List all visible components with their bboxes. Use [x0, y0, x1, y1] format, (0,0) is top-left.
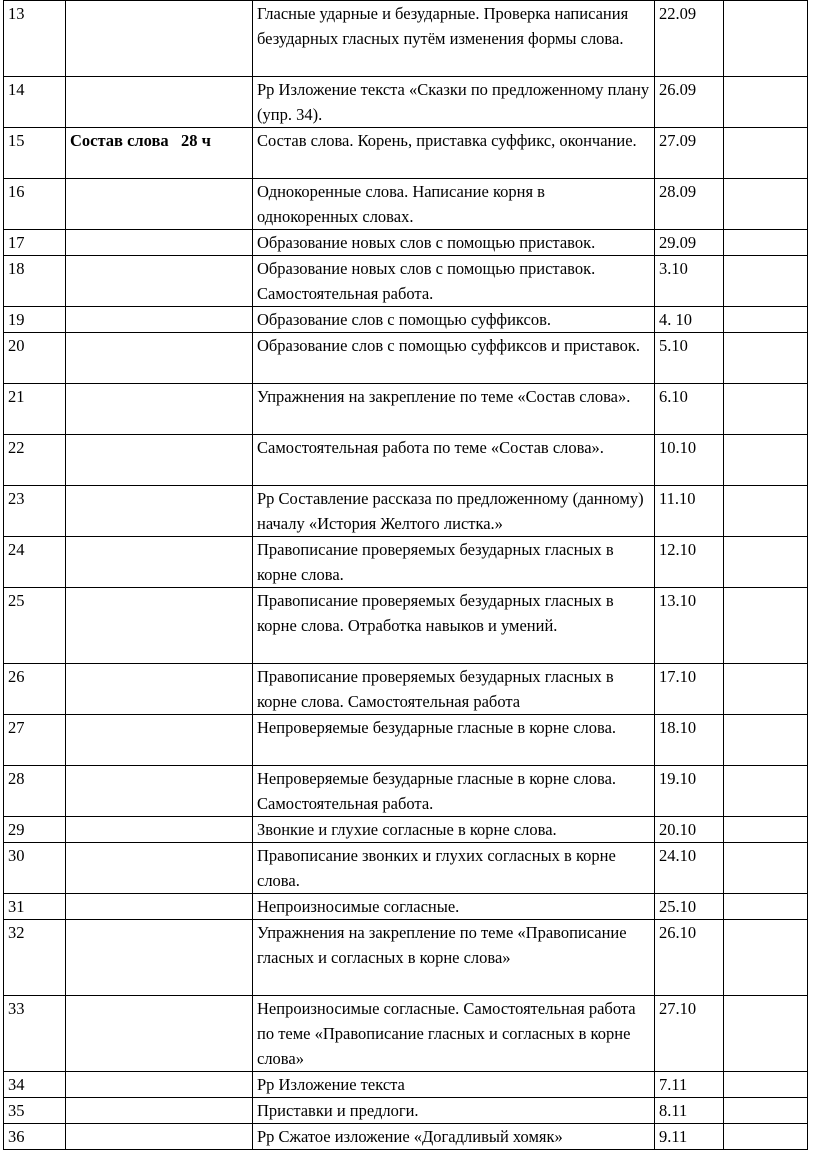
lesson-number: 32	[4, 920, 66, 996]
table-row	[4, 333, 808, 384]
lesson-date: 5.10	[655, 333, 724, 384]
section-cell	[66, 230, 253, 256]
table-row	[4, 588, 808, 664]
section-cell	[66, 128, 253, 179]
extra-cell	[724, 333, 808, 384]
extra-cell	[724, 384, 808, 435]
extra-cell	[724, 256, 808, 307]
section-cell	[66, 920, 253, 996]
section-cell	[66, 256, 253, 307]
lesson-topic: Правописание проверяемых безударных гласных в корне слова. Отработка навыков и умений.	[253, 588, 655, 664]
lesson-topic: Образование новых слов с помощью приставок. Самостоятельная работа.	[253, 256, 655, 307]
section-cell	[66, 486, 253, 537]
lesson-date: 20.10	[655, 817, 724, 843]
section-cell	[66, 1, 253, 77]
section-cell	[66, 307, 253, 333]
table-row	[4, 766, 808, 817]
section-cell	[66, 333, 253, 384]
lesson-topic: Правописание проверяемых безударных гласных в корне слова.	[253, 537, 655, 588]
table-row	[4, 256, 808, 307]
lesson-date: 24.10	[655, 843, 724, 894]
lesson-date: 22.09	[655, 1, 724, 77]
table-row	[4, 77, 808, 128]
lesson-number: 28	[4, 766, 66, 817]
section-cell	[66, 817, 253, 843]
table-row	[4, 817, 808, 843]
section-cell	[66, 179, 253, 230]
section-cell	[66, 1072, 253, 1098]
lesson-topic: Самостоятельная работа по теме «Состав слова».	[253, 435, 655, 486]
table-row	[4, 128, 808, 179]
lesson-topic: Звонкие и глухие согласные в корне слова.	[253, 817, 655, 843]
table-row	[4, 843, 808, 894]
lesson-topic: Непроверяемые безударные гласные в корне слова.	[253, 715, 655, 766]
lesson-topic: Образование новых слов с помощью приставок.	[253, 230, 655, 256]
table-row	[4, 435, 808, 486]
table-row	[4, 664, 808, 715]
table-row	[4, 486, 808, 537]
lesson-date: 6.10	[655, 384, 724, 435]
lesson-date: 26.09	[655, 77, 724, 128]
extra-cell	[724, 920, 808, 996]
lesson-topic: Рр Изложение текста «Сказки по предложенному плану (упр. 34).	[253, 77, 655, 128]
lesson-topic: Упражнения на закрепление по теме «Правописание гласных и согласных в корне слова»	[253, 920, 655, 996]
section-name: Состав слова	[70, 131, 169, 150]
table-row	[4, 920, 808, 996]
lesson-date: 11.10	[655, 486, 724, 537]
lesson-date: 13.10	[655, 588, 724, 664]
lesson-number: 13	[4, 1, 66, 77]
extra-cell	[724, 435, 808, 486]
section-cell	[66, 715, 253, 766]
lesson-date: 17.10	[655, 664, 724, 715]
section-cell	[66, 1098, 253, 1124]
lesson-date: 7.11	[655, 1072, 724, 1098]
table-row	[4, 996, 808, 1072]
lesson-topic: Непроизносимые согласные.	[253, 894, 655, 920]
lesson-topic: Рр Изложение текста	[253, 1072, 655, 1098]
extra-cell	[724, 843, 808, 894]
extra-cell	[724, 817, 808, 843]
lesson-topic: Рр Сжатое изложение «Догадливый хомяк»	[253, 1124, 655, 1150]
lesson-number: 21	[4, 384, 66, 435]
lesson-plan-table	[3, 0, 808, 1150]
table-row	[4, 307, 808, 333]
extra-cell	[724, 128, 808, 179]
lesson-number: 34	[4, 1072, 66, 1098]
lesson-number: 22	[4, 435, 66, 486]
lesson-number: 15	[4, 128, 66, 179]
lesson-number: 18	[4, 256, 66, 307]
lesson-date: 26.10	[655, 920, 724, 996]
lesson-number: 26	[4, 664, 66, 715]
section-cell	[66, 996, 253, 1072]
lesson-date: 10.10	[655, 435, 724, 486]
extra-cell	[724, 1, 808, 77]
extra-cell	[724, 537, 808, 588]
lesson-date: 8.11	[655, 1098, 724, 1124]
section-cell	[66, 1124, 253, 1150]
lesson-topic: Правописание проверяемых безударных гласных в корне слова. Самостоятельная работа	[253, 664, 655, 715]
table-row	[4, 179, 808, 230]
extra-cell	[724, 179, 808, 230]
lesson-number: 36	[4, 1124, 66, 1150]
extra-cell	[724, 664, 808, 715]
extra-cell	[724, 486, 808, 537]
extra-cell	[724, 307, 808, 333]
lesson-date: 19.10	[655, 766, 724, 817]
lesson-topic: Образование слов с помощью суффиксов.	[253, 307, 655, 333]
lesson-number: 35	[4, 1098, 66, 1124]
lesson-number: 23	[4, 486, 66, 537]
lesson-number: 25	[4, 588, 66, 664]
lesson-date: 18.10	[655, 715, 724, 766]
section-cell	[66, 843, 253, 894]
lesson-date: 27.09	[655, 128, 724, 179]
table-row	[4, 1, 808, 77]
lesson-number: 20	[4, 333, 66, 384]
extra-cell	[724, 766, 808, 817]
lesson-number: 30	[4, 843, 66, 894]
extra-cell	[724, 230, 808, 256]
lesson-date: 3.10	[655, 256, 724, 307]
lesson-date: 28.09	[655, 179, 724, 230]
lesson-topic: Гласные ударные и безударные. Проверка написания безударных гласных путём изменения формы слова.	[253, 1, 655, 77]
table-row	[4, 1124, 808, 1150]
section-cell	[66, 435, 253, 486]
table-row	[4, 230, 808, 256]
extra-cell	[724, 894, 808, 920]
table-row	[4, 715, 808, 766]
table-row	[4, 894, 808, 920]
lesson-number: 16	[4, 179, 66, 230]
lesson-date: 25.10	[655, 894, 724, 920]
extra-cell	[724, 1098, 808, 1124]
section-hours: 28 ч	[181, 131, 211, 150]
lesson-topic: Состав слова. Корень, приставка суффикс, окончание.	[253, 128, 655, 179]
lesson-date: 4. 10	[655, 307, 724, 333]
lesson-number: 14	[4, 77, 66, 128]
lesson-number: 24	[4, 537, 66, 588]
extra-cell	[724, 588, 808, 664]
table-row	[4, 384, 808, 435]
lesson-topic: Упражнения на закрепление по теме «Состав слова».	[253, 384, 655, 435]
lesson-date: 9.11	[655, 1124, 724, 1150]
extra-cell	[724, 77, 808, 128]
extra-cell	[724, 1124, 808, 1150]
lesson-topic: Рр Составление рассказа по предложенному (данному) началу «История Желтого листка.»	[253, 486, 655, 537]
lesson-topic: Приставки и предлоги.	[253, 1098, 655, 1124]
lesson-number: 17	[4, 230, 66, 256]
section-cell	[66, 664, 253, 715]
section-cell	[66, 766, 253, 817]
extra-cell	[724, 715, 808, 766]
extra-cell	[724, 996, 808, 1072]
lesson-number: 19	[4, 307, 66, 333]
table-row	[4, 1072, 808, 1098]
section-cell	[66, 384, 253, 435]
lesson-date: 12.10	[655, 537, 724, 588]
table-row	[4, 1098, 808, 1124]
section-cell	[66, 894, 253, 920]
lesson-number: 31	[4, 894, 66, 920]
section-cell	[66, 588, 253, 664]
lesson-number: 27	[4, 715, 66, 766]
lesson-date: 27.10	[655, 996, 724, 1072]
lesson-topic: Непроверяемые безударные гласные в корне слова. Самостоятельная работа.	[253, 766, 655, 817]
lesson-topic: Образование слов с помощью суффиксов и приставок.	[253, 333, 655, 384]
lesson-topic: Правописание звонких и глухих согласных в корне слова.	[253, 843, 655, 894]
table-row	[4, 537, 808, 588]
extra-cell	[724, 1072, 808, 1098]
lesson-topic: Однокоренные слова. Написание корня в однокоренных словах.	[253, 179, 655, 230]
lesson-number: 33	[4, 996, 66, 1072]
section-cell	[66, 537, 253, 588]
lesson-number: 29	[4, 817, 66, 843]
lesson-date: 29.09	[655, 230, 724, 256]
section-cell	[66, 77, 253, 128]
lesson-topic: Непроизносимые согласные. Самостоятельная работа по теме «Правописание гласных и согласных в корне слова»	[253, 996, 655, 1072]
